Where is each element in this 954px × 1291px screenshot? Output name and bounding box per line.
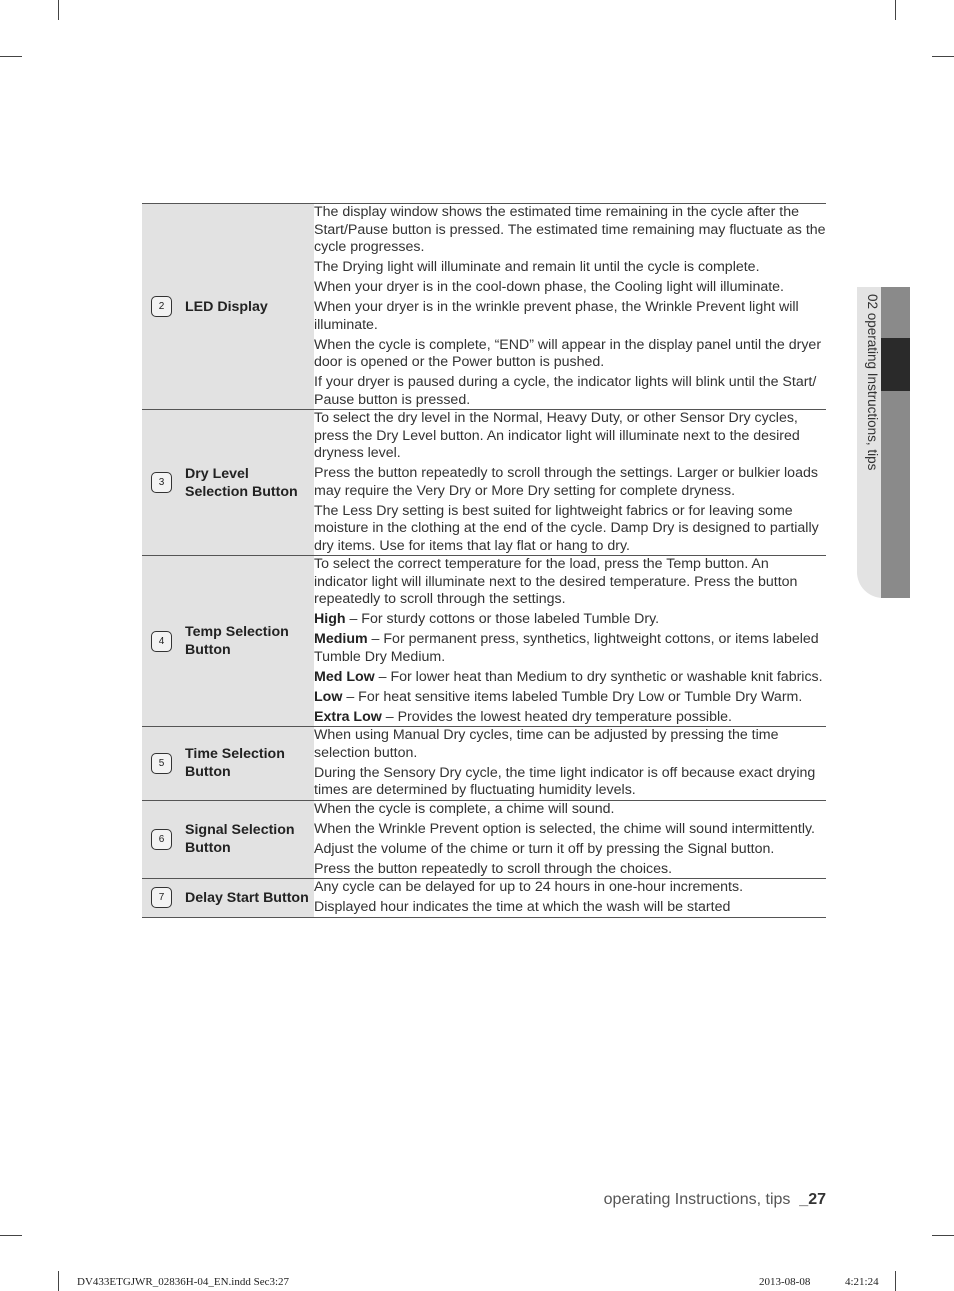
paragraph-text: When the cycle is complete, a chime will sound.: [314, 800, 615, 817]
setting-name: Med Low: [314, 668, 375, 685]
row-label-cell: [142, 727, 314, 801]
page-footer: [604, 1191, 826, 1209]
setting-name: High: [314, 611, 346, 627]
paragraph-text: – For lower heat than Medium to dry synthetic or washable knit fabrics.: [374, 668, 823, 685]
paragraph-text: – For sturdy cottons or those labeled Tumble Dry.: [345, 611, 660, 627]
description-paragraph: [314, 465, 826, 500]
table-row: [142, 727, 826, 801]
crop-mark: [0, 56, 22, 57]
table-row: [142, 556, 826, 727]
description-paragraph: [314, 259, 826, 277]
paragraph-text: Any cycle can be delayed for up to 24 hours in one-hour increments.: [314, 879, 744, 895]
description-paragraph: [314, 410, 826, 463]
table-row: [142, 800, 826, 879]
section-tab-bar: [881, 287, 910, 598]
row-description-cell: [314, 204, 826, 410]
section-tab-marker: [881, 338, 910, 391]
paragraph-text: Press the button repeatedly to scroll through the choices.: [314, 860, 673, 877]
description-paragraph: [314, 861, 826, 879]
description-paragraph: [314, 801, 826, 819]
paragraph-text: The Less Dry setting is best suited for lightweight fabrics or for leaving some moisture in the clothing at the end of the cycle. Damp Dry is designed to partially dry items. Use for items that lay flat or hang to dry.: [314, 502, 819, 554]
description-paragraph: [314, 503, 826, 556]
description-paragraph: [314, 709, 826, 727]
paragraph-text: To select the dry level in the Normal, Heavy Duty, or other Sensor Dry cycles, press the Dry Level button. An indicator light will illuminate next to the desired dryness level.: [314, 410, 800, 461]
description-paragraph: [314, 821, 826, 839]
item-number-badge: 6: [151, 829, 172, 850]
row-label: Time Selection Button: [185, 746, 285, 781]
paragraph-text: When your dryer is in the cool-down phase, the Cooling light will illuminate.: [314, 279, 784, 295]
page-number: _27: [799, 1191, 826, 1208]
slug-filename: DV433ETGJWR_02836H-04_EN.indd Sec3:27: [77, 1276, 290, 1288]
row-label-cell: [142, 204, 314, 410]
description-paragraph: [314, 689, 826, 707]
setting-name: Medium: [314, 631, 368, 647]
setting-name: Low: [314, 688, 343, 705]
paragraph-text: – For heat sensitive items labeled Tumble Dry Low or Tumble Dry Warm.: [342, 688, 803, 705]
description-paragraph: [314, 631, 826, 666]
row-label: Temp Selection Button: [185, 624, 289, 658]
paragraph-text: Displayed hour indicates the time at which the wash will be started: [314, 899, 731, 915]
setting-name: Extra Low: [314, 708, 382, 725]
slug-date: 2013-08-08: [759, 1276, 811, 1288]
row-label-cell: [142, 556, 314, 727]
row-label: LED Display: [185, 298, 268, 315]
row-label-cell: [142, 800, 314, 879]
item-number-badge: 3: [151, 472, 172, 493]
table-row: [142, 879, 826, 918]
paragraph-text: To select the correct temperature for the load, press the Temp button. An indicator light will illuminate next to the desired temperature. Press the button repeatedly to scroll through the settings.: [314, 556, 798, 607]
paragraph-text: When your dryer is in the wrinkle prevent phase, the Wrinkle Prevent light will illuminate.: [314, 299, 799, 333]
crop-mark: [895, 1271, 896, 1291]
crop-mark: [58, 1271, 59, 1291]
paragraph-text: The Drying light will illuminate and remain lit until the cycle is complete.: [314, 259, 760, 275]
description-paragraph: [314, 727, 826, 762]
description-paragraph: [314, 899, 826, 917]
description-paragraph: [314, 611, 826, 629]
paragraph-text: When using Manual Dry cycles, time can be adjusted by pressing the time selection button.: [314, 727, 779, 761]
row-label-cell: [142, 410, 314, 556]
description-paragraph: [314, 279, 826, 297]
description-paragraph: [314, 841, 826, 859]
table-row: [142, 410, 826, 556]
paragraph-text: Adjust the volume of the chime or turn it off by pressing the Signal button.: [314, 840, 775, 857]
row-description-cell: [314, 800, 826, 879]
item-number-badge: 7: [151, 887, 172, 908]
row-description-cell: [314, 410, 826, 556]
row-description-cell: [314, 879, 826, 918]
description-paragraph: [314, 879, 826, 897]
row-label: Signal Selection Button: [185, 822, 295, 857]
table-row: [142, 204, 826, 410]
description-paragraph: [314, 669, 826, 687]
description-paragraph: [314, 337, 826, 372]
row-label: Delay Start Button: [185, 889, 309, 906]
paragraph-text: – For permanent press, synthetics, lightweight cottons, or items labeled Tumble Dry Medium.: [314, 631, 819, 665]
description-paragraph: [314, 204, 826, 257]
paragraph-text: Press the button repeatedly to scroll through the settings. Larger or bulkier loads may require the Very Dry or More Dry setting for complete dryness.: [314, 465, 818, 499]
paragraph-text: If your dryer is paused during a cycle, the indicator lights will blink until the Start/ Pause button is pressed.: [314, 374, 817, 408]
crop-mark: [0, 1235, 22, 1236]
crop-mark: [895, 0, 896, 20]
crop-mark: [932, 56, 954, 57]
crop-mark: [932, 1235, 954, 1236]
description-paragraph: [314, 556, 826, 609]
description-paragraph: [314, 299, 826, 334]
paragraph-text: During the Sensory Dry cycle, the time light indicator is off because exact drying times are determined by fluctuating humidity levels.: [314, 764, 816, 798]
row-description-cell: [314, 727, 826, 801]
footer-section: operating Instructions, tips: [603, 1191, 791, 1208]
paragraph-text: When the Wrinkle Prevent option is selected, the chime will sound intermittently.: [314, 820, 815, 837]
description-paragraph: [314, 374, 826, 409]
slug-time: 4:21:24: [845, 1276, 879, 1288]
row-label: Dry Level Selection Button: [185, 465, 298, 500]
paragraph-text: When the cycle is complete, “END” will appear in the display panel until the dryer door is opened or the Power button is pushed.: [314, 336, 822, 370]
crop-mark: [58, 0, 59, 20]
row-label-cell: [142, 879, 314, 918]
item-number-badge: 5: [151, 753, 172, 774]
paragraph-text: – Provides the lowest heated dry temperature possible.: [381, 708, 732, 725]
paragraph-text: The display window shows the estimated time remaining in the cycle after the Start/Pause button is pressed. The estimated time remaining may fluctuate as the cycle progresses.: [314, 204, 826, 255]
item-number-badge: 4: [151, 631, 172, 652]
description-paragraph: [314, 765, 826, 800]
item-number-badge: 2: [151, 296, 172, 317]
section-tab-label: 02 operating Instructions, tips: [865, 294, 880, 471]
control-panel-table: [142, 203, 826, 918]
row-description-cell: [314, 556, 826, 727]
